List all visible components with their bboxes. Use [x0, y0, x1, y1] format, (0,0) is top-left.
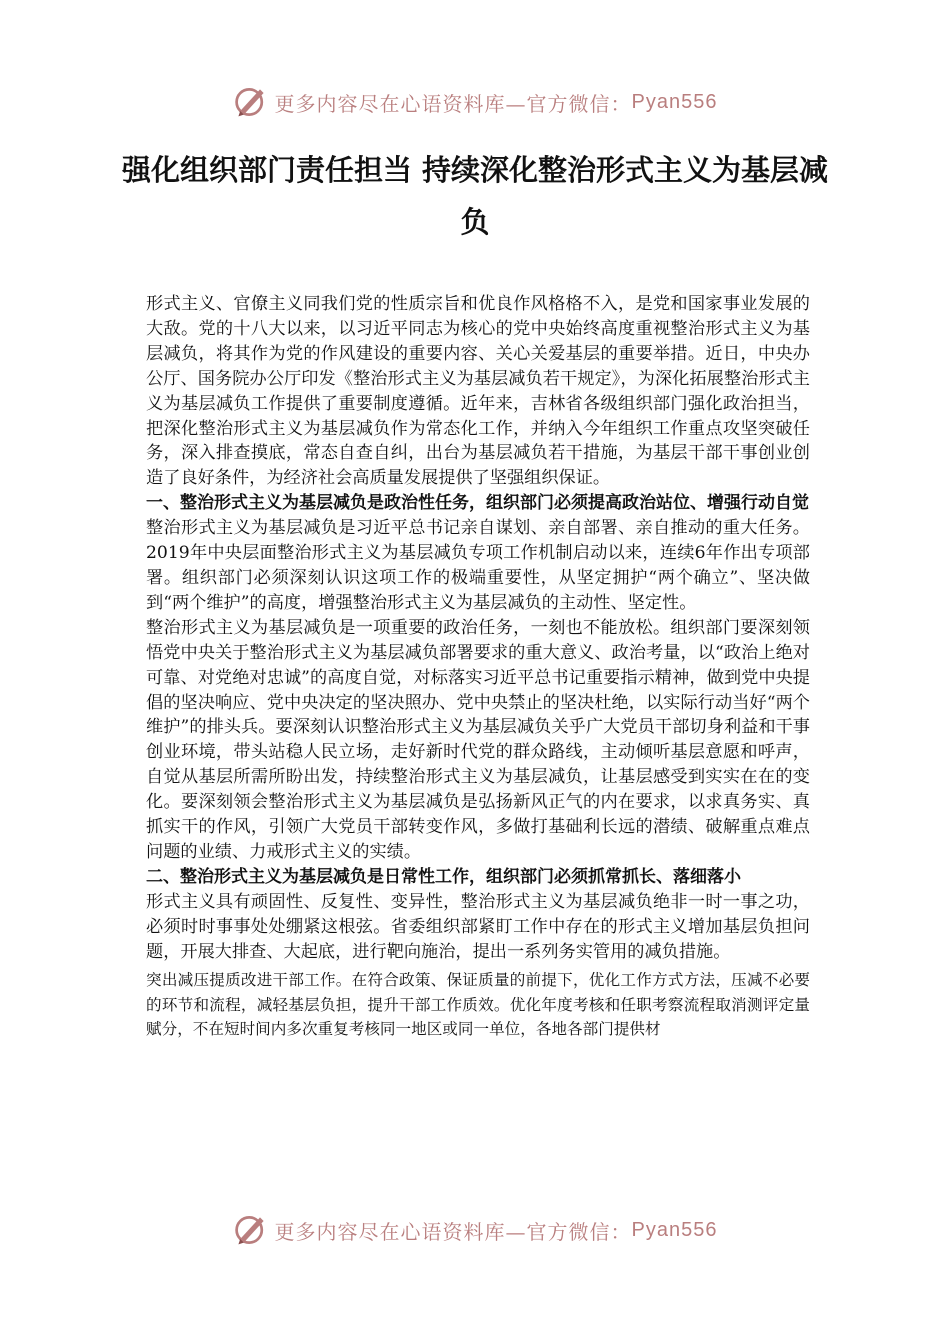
paragraph: 整治形式主义为基层减负是习近平总书记亲自谋划、亲自部署、亲自推动的重大任务。2019年中央层面整治形式主义为基层减负专项工作机制启动以来，连续6年作出专项部署。组织部门必须深刻认识这项工作的极端重要性，从坚定拥护“两个确立”、坚决做到“两个维护”的高度，增强整治形式主义为基层减负的主动性、坚定性。	[146, 518, 810, 613]
watermark-header	[0, 80, 950, 124]
watermark-text: 更多内容尽在心语资料库—官方微信：	[274, 91, 632, 116]
paragraph-intro: 形式主义、官僚主义同我们党的性质宗旨和优良作风格格不入，是党和国家事业发展的大敌。党的十八大以来，以习近平同志为核心的党中央始终高度重视整治形式主义为基层减负，将其作为党的作风建设的重要内容、关心关爱基层的重要举措。近日，中央办公厅、国务院办公厅印发《整治形式主义为基层减负若干规定》，为深化拓展整治形式主义为基层减负工作提供了重要制度遵循。近年来，吉林省各级组织部门强化政治担当，把深化整治形式主义为基层减负作为常态化工作，并纳入今年组织工作重点攻坚突破任务，深入排查摸底，常态自查自纠，出台为基层减负若干措施，为基层干部干事创业创造了良好条件，为经济社会高质量发展提供了坚强组织保证。	[146, 294, 810, 489]
paragraph: 整治形式主义为基层减负是一项重要的政治任务，一刻也不能放松。组织部门要深刻领悟党中央关于整治形式主义为基层减负部署要求的重大意义、政治考量，以“政治上绝对可靠、对党绝对忠诚”的高度自觉，对标落实习近平总书记重要指示精神，做到党中央提倡的坚决响应、党中央决定的坚决照办、党中央禁止的坚决杜绝，以实际行动当好“两个维护”的排头兵。要深刻认识整治形式主义为基层减负关乎广大党员干部切身利益和干事创业环境，带头站稳人民立场，走好新时代党的群众路线，主动倾听基层意愿和呼声，自觉从基层所需所盼出发，持续整治形式主义为基层减负，让基层感受到实实在在的变化。要深刻领会整治形式主义为基层减负是弘扬新风正气的内在要求，以求真务实、真抓实干的作风，引领广大党员干部转变作风，多做打基础利长远的潜绩、破解重点难点问题的业绩、力戒形式主义的实绩。	[146, 617, 810, 862]
section-heading-1: 一、整治形式主义为基层减负是政治性任务，组织部门必须提高政治站位、增强行动自觉	[146, 493, 809, 514]
document-title: 强化组织部门责任担当 持续深化整治形式主义为基层减负	[121, 153, 829, 239]
paragraph: 形式主义具有顽固性、反复性、变异性，整治形式主义为基层减负绝非一时一事之功，必须时时事事处处绷紧这根弦。省委组织部紧盯工作中存在的形式主义增加基层负担问题，开展大排查、大起底，进行靶向施治，提出一系列务实管用的减负措施。	[146, 891, 810, 962]
pen-circle-logo-icon	[233, 1212, 269, 1248]
document-body	[146, 292, 810, 1042]
section-heading-2: 二、整治形式主义为基层减负是日常性工作，组织部门必须抓常抓长、落细落小	[146, 866, 741, 887]
watermark-wechat-id: Pyan556	[631, 90, 718, 113]
watermark-text: 更多内容尽在心语资料库—官方微信：	[274, 1219, 632, 1244]
paragraph: 突出减压提质改进干部工作。在符合政策、保证质量的前提下，优化工作方式方法，压减不必要的环节和流程，减轻基层负担，提升干部工作质效。优化年度考核和任职考察流程取消测评定量赋分，不在短时间内多次重复考核同一地区或同一单位，各地各部门提供材	[146, 971, 810, 1039]
pen-circle-logo-icon	[233, 84, 269, 120]
watermark-wechat-id: Pyan556	[631, 1218, 718, 1241]
watermark-footer	[0, 1208, 950, 1252]
